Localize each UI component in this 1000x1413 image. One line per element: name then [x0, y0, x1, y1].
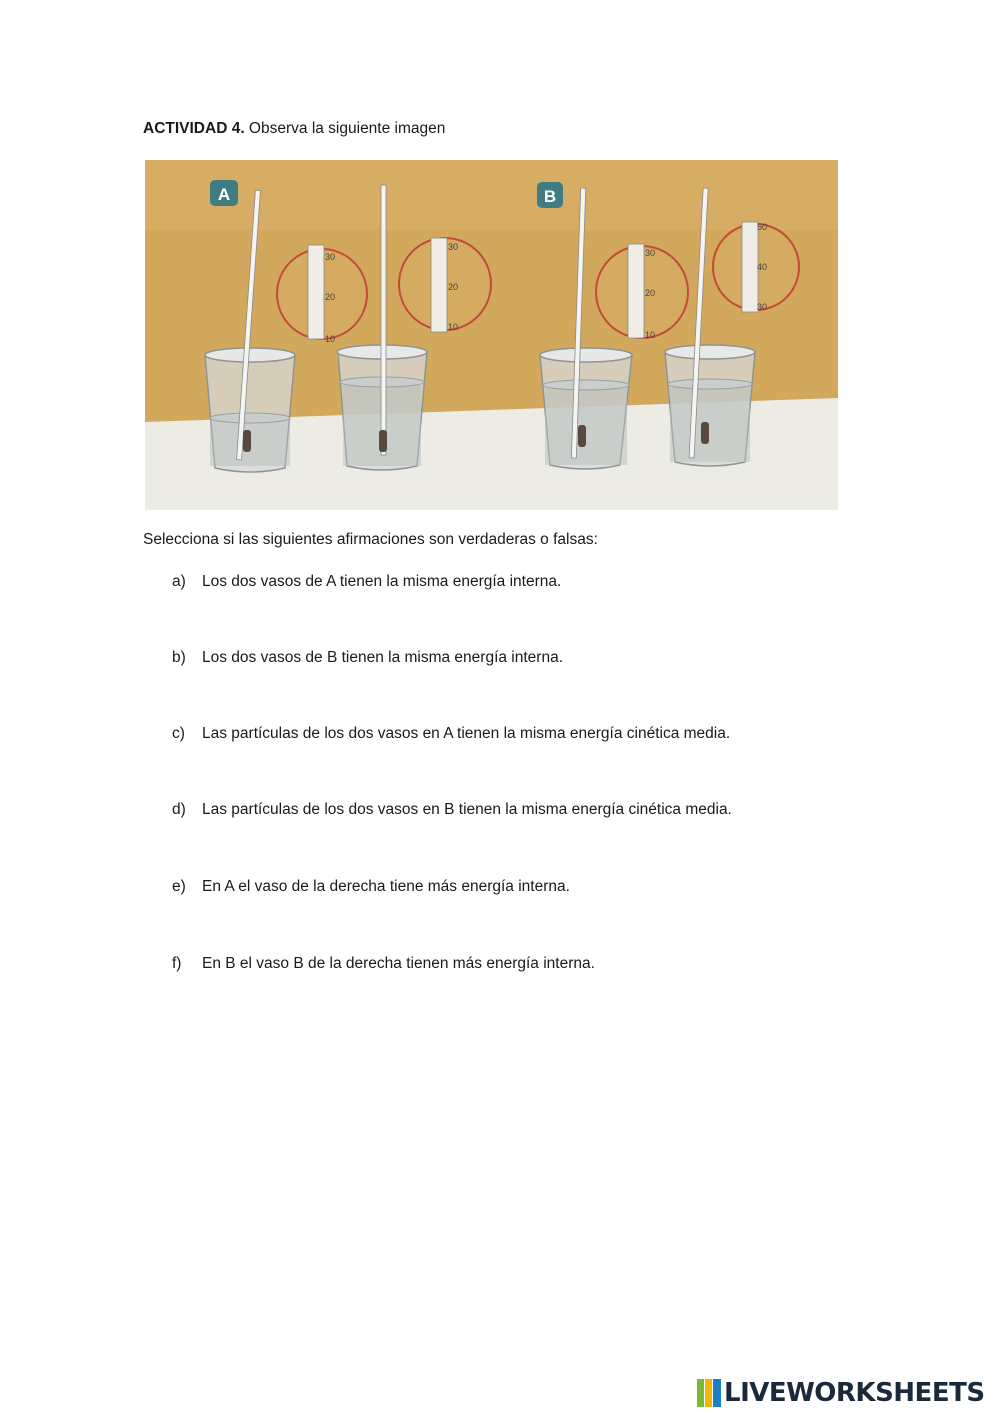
- statement-b: [172, 649, 563, 667]
- magnifier-a-right: [399, 238, 491, 332]
- statement-a: [172, 573, 561, 591]
- scale-a-left-low: 10: [325, 334, 336, 344]
- scale-b-right-high: 50: [757, 222, 768, 232]
- statement-letter: a): [172, 573, 186, 590]
- magnifier-b-right: [713, 222, 799, 312]
- statement-letter: b): [172, 649, 186, 666]
- scale-a-right-mid: 20: [448, 282, 459, 292]
- statement-letter: c): [172, 725, 185, 742]
- scale-a-right-low: 10: [448, 322, 459, 332]
- statement-letter: d): [172, 801, 186, 818]
- scale-b-right-mid: 40: [757, 262, 768, 272]
- statement-letter: e): [172, 878, 186, 895]
- scale-b-left-low: 10: [645, 330, 656, 340]
- instructions-text: Selecciona si las siguientes afirmaciones son verdaderas o falsas:: [143, 531, 598, 548]
- statement-text: Los dos vasos de A tienen la misma energía interna.: [202, 573, 562, 590]
- statement-d: [172, 801, 732, 819]
- activity-label: ACTIVIDAD 4.: [143, 120, 245, 137]
- activity-title: [143, 120, 445, 138]
- statement-letter: f): [172, 955, 182, 972]
- statement-text: Las partículas de los dos vasos en A tienen la misma energía cinética media.: [202, 725, 731, 742]
- scale-b-left-high: 30: [645, 248, 656, 258]
- photo-background-top: [145, 160, 838, 230]
- scale-a-right-high: 30: [448, 242, 459, 252]
- label-b: B: [543, 187, 557, 206]
- statement-text: En A el vaso de la derecha tiene más energía interna.: [202, 878, 570, 895]
- statement-e: [172, 878, 570, 896]
- thermometer-photo: [145, 160, 838, 510]
- statement-text: Los dos vasos de B tienen la misma energía interna.: [202, 649, 564, 666]
- thermometer-illustration: [145, 160, 838, 510]
- magnifier-b-left: [596, 244, 688, 340]
- label-a-badge: [210, 180, 238, 206]
- statement-text: Las partículas de los dos vasos en B tienen la misma energía cinética media.: [202, 801, 732, 818]
- scale-b-left-mid: 20: [645, 288, 656, 298]
- liveworksheets-logo-icon: [697, 1379, 721, 1407]
- scale-a-left-high: 30: [325, 252, 336, 262]
- scale-a-left-mid: 20: [325, 292, 336, 302]
- statement-c: [172, 725, 730, 743]
- liveworksheets-brand: [697, 1376, 985, 1410]
- statement-f: [172, 955, 595, 973]
- scale-b-right-low: 30: [757, 302, 768, 312]
- label-b-badge: [537, 182, 563, 208]
- activity-text: Observa la siguiente imagen: [244, 120, 446, 137]
- brand-name: LIVEWORKSHEETS: [724, 1378, 985, 1408]
- label-a: A: [217, 185, 231, 204]
- statement-text: En B el vaso B de la derecha tienen más energía interna.: [202, 955, 595, 972]
